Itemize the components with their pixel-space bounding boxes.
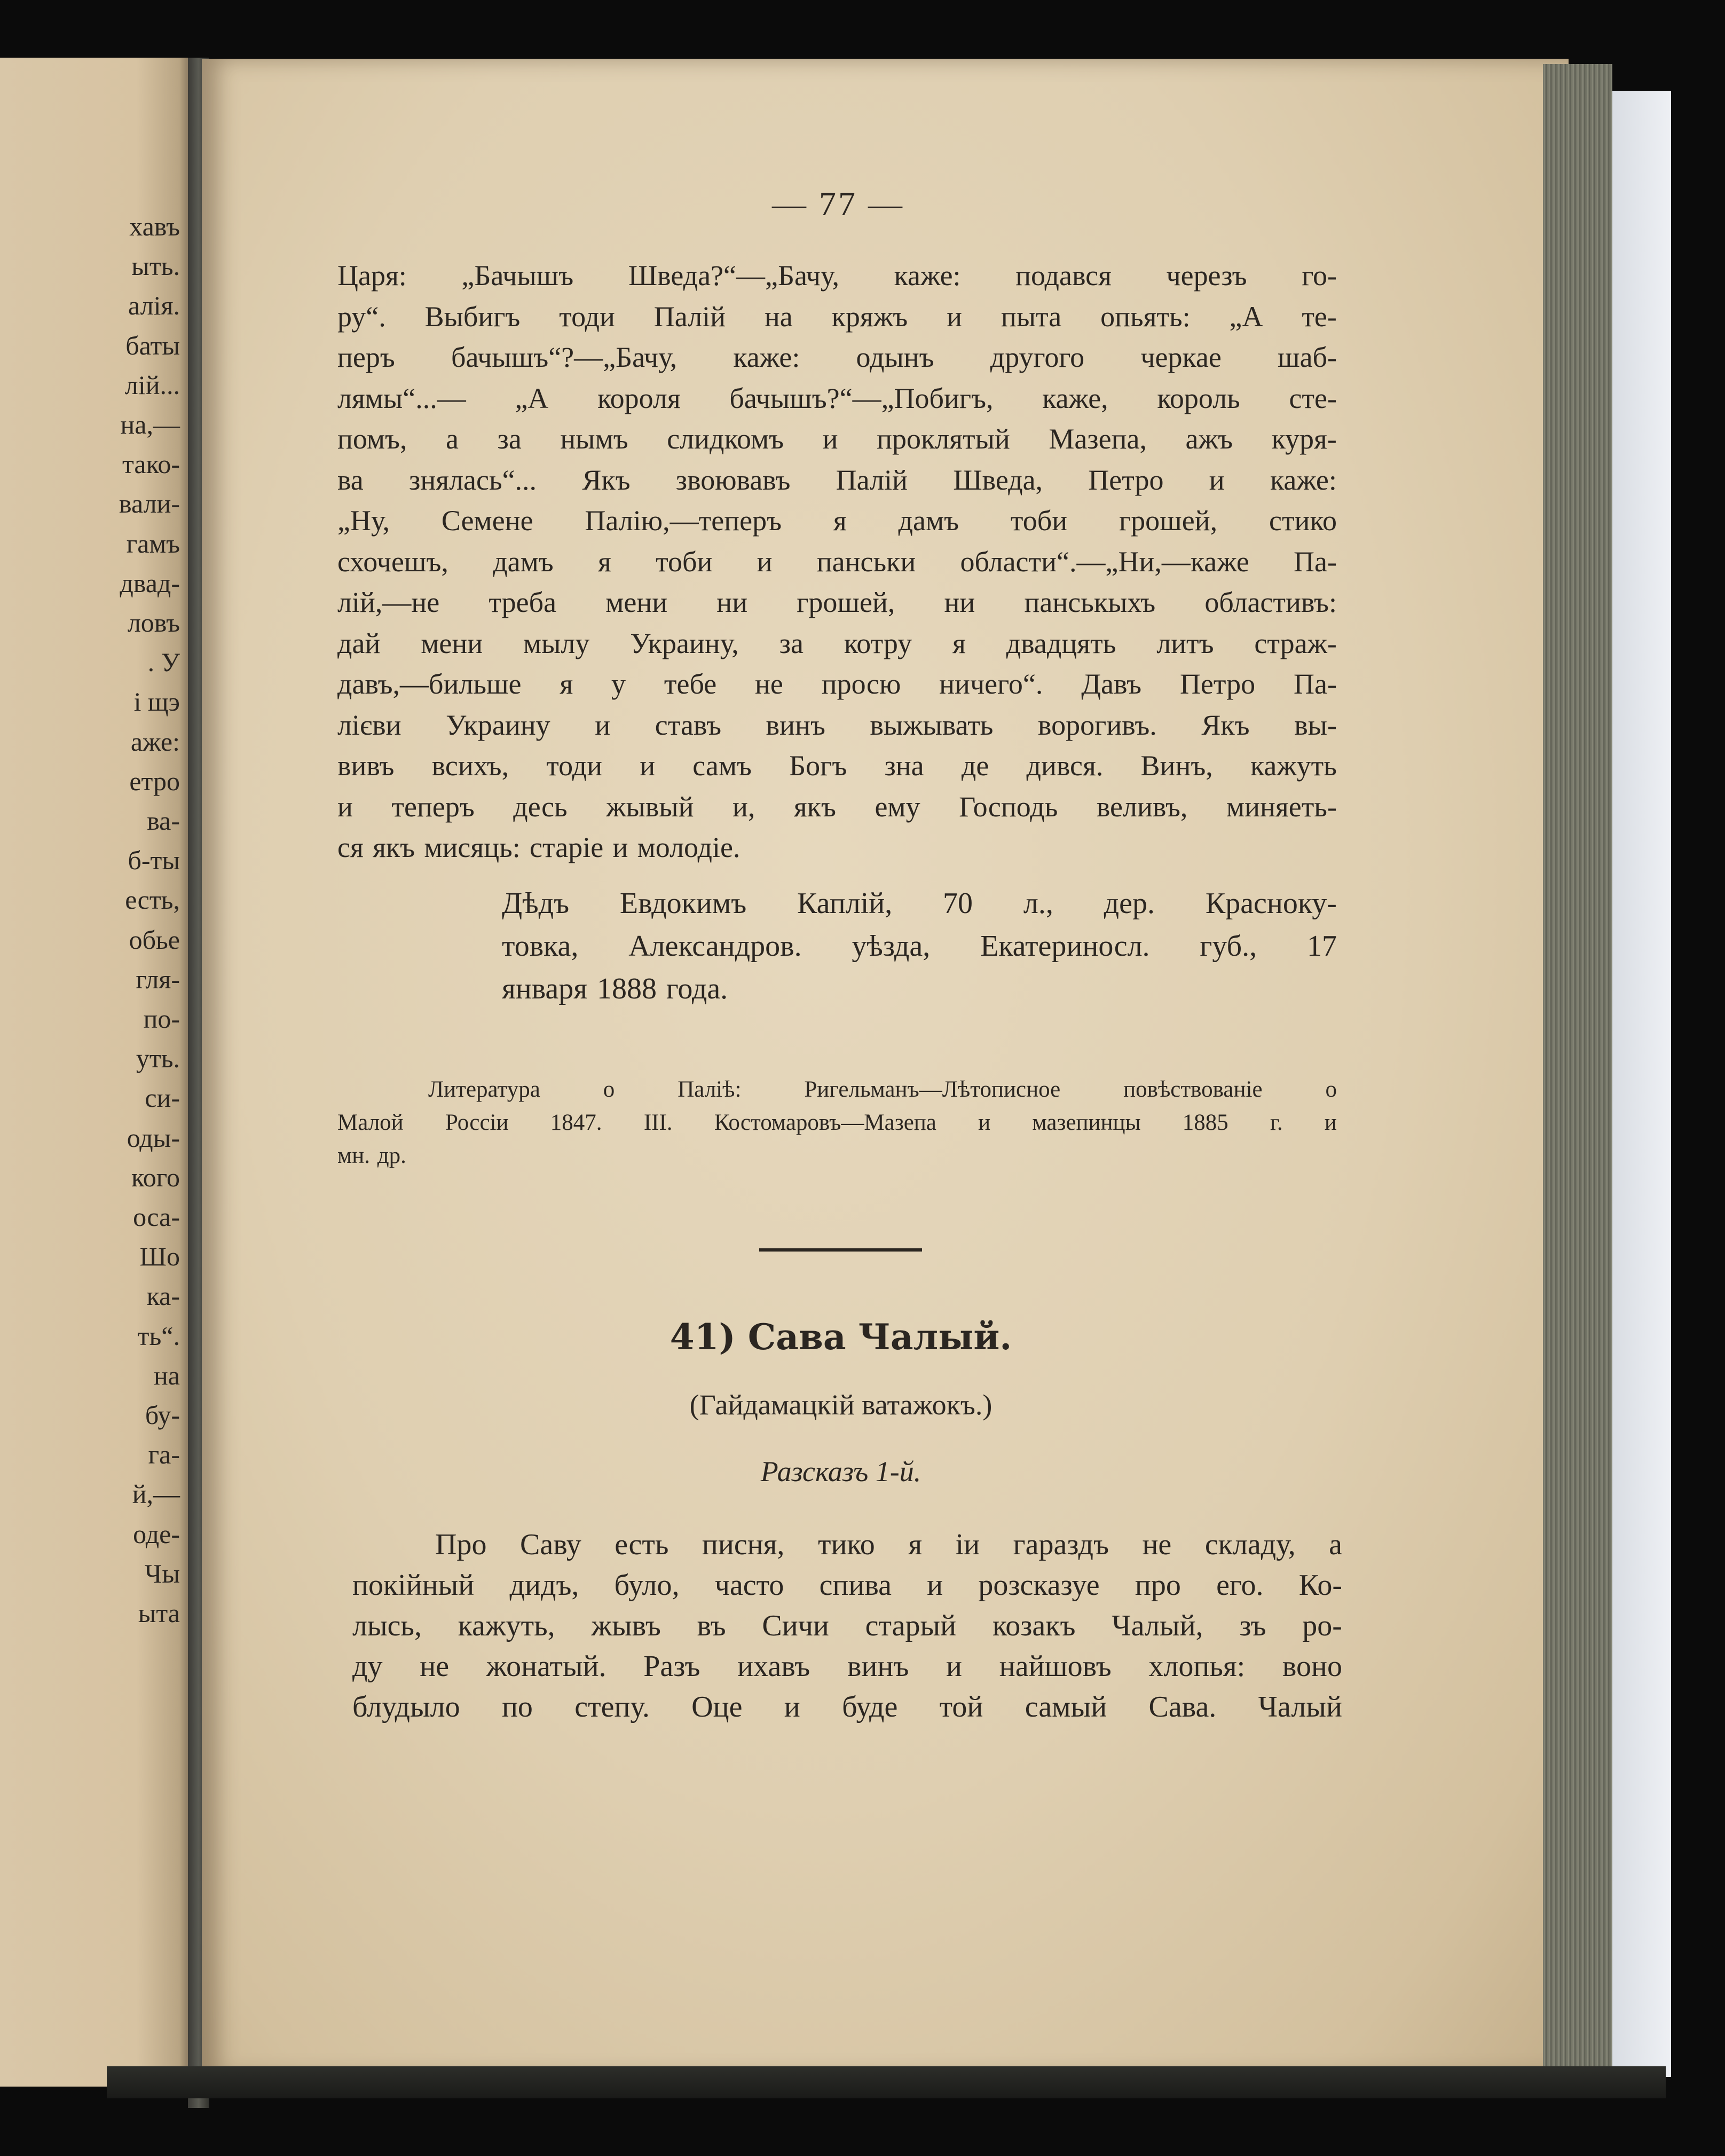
text-line: дай мени мылу Украину, за котру я двадцять литъ страж- bbox=[337, 627, 1337, 659]
section-divider bbox=[759, 1248, 922, 1252]
literature-note bbox=[337, 1073, 1337, 1173]
previous-page-fragment: уть. bbox=[136, 1043, 180, 1074]
text-line: вивъ всихъ, тоди и самъ Богъ зна де дився. Винъ, кажуть bbox=[337, 750, 1337, 782]
previous-page-fragment: бу- bbox=[145, 1400, 180, 1430]
previous-page-fragment: есть, bbox=[125, 885, 180, 915]
previous-page-fragment: етро bbox=[129, 766, 180, 796]
previous-page-fragment: обье bbox=[129, 924, 180, 955]
text-line: ру“. Выбигъ тоди Палій на кряжъ и пыта опьять: „А те- bbox=[337, 300, 1337, 333]
text-line: января 1888 года. bbox=[502, 972, 728, 1005]
previous-page-fragment: кого bbox=[131, 1162, 180, 1192]
text-line: лієви Украину и ставъ винъ выжывать ворогивъ. Якъ вы- bbox=[337, 709, 1337, 741]
text-line: ва знялась“... Якъ звоювавъ Палій Шведа, Петро и каже: bbox=[337, 463, 1337, 496]
page-stack-edge bbox=[1543, 64, 1612, 2082]
previous-page-fragment: гамъ bbox=[126, 528, 180, 558]
previous-page-fragment: й,— bbox=[132, 1479, 180, 1509]
section-subtitle: (Гайдамацкій ватажокъ.) bbox=[689, 1389, 993, 1421]
previous-page-fragment: гля- bbox=[136, 964, 180, 994]
previous-page-fragment: ловъ bbox=[127, 608, 180, 638]
narrator-attribution bbox=[502, 882, 1337, 1010]
previous-page-fragment: оса- bbox=[133, 1202, 180, 1232]
text-line: и теперъ десь жывый и, якъ ему Господь веливъ, миняеть- bbox=[337, 790, 1337, 823]
previous-page-fragment: оды- bbox=[127, 1122, 180, 1153]
previous-page-fragment: ть“. bbox=[137, 1320, 180, 1351]
section-title: 41) Сава Чалый. bbox=[669, 1316, 1012, 1358]
text-line: ду не жонатый. Разъ ихавъ винъ и найшовъ хлопья: воно bbox=[352, 1650, 1342, 1683]
previous-page-fragment: лій... bbox=[124, 369, 180, 400]
previous-page-fragment: си- bbox=[145, 1083, 180, 1113]
previous-page-fragment: на,— bbox=[120, 410, 180, 439]
previous-page-fragment: ка- bbox=[146, 1281, 180, 1311]
page-number: — 77 — bbox=[772, 185, 904, 223]
story-heading: Разсказъ 1-й. bbox=[760, 1455, 921, 1488]
previous-page-fragment: хавъ bbox=[129, 211, 180, 241]
main-paragraph bbox=[337, 255, 1337, 868]
previous-page-fragment: га- bbox=[148, 1439, 180, 1470]
text-line: блудыло по степу. Оце и буде той самый Сава. Чалый bbox=[352, 1690, 1342, 1724]
previous-page-fragment: алія. bbox=[128, 290, 180, 321]
previous-page-fragment: двад- bbox=[120, 568, 180, 598]
previous-page-fragment: Чы bbox=[144, 1558, 180, 1588]
text-line: товка, Александров. уѣзда, Екатериносл. губ., 17 bbox=[502, 930, 1337, 963]
previous-page-fragment: вали- bbox=[119, 489, 180, 519]
scanner-edge-strip bbox=[1612, 91, 1671, 2077]
text-line: перъ бачышъ“?—„Бачу, каже: одынъ другого черкае шаб- bbox=[337, 341, 1337, 373]
previous-page-fragment: на bbox=[154, 1360, 180, 1390]
text-line: Дѣдъ Евдокимъ Каплій, 70 л., дер. Красноку- bbox=[502, 887, 1337, 920]
text-line: ся якъ мисяць: старіе и молодіе. bbox=[337, 831, 741, 863]
text-line: „Ну, Семене Палію,—теперъ я дамъ тоби грошей, стико bbox=[337, 505, 1337, 537]
text-line: Про Саву есть писня, тико я іи гараздъ не складу, а bbox=[435, 1528, 1342, 1561]
previous-page-fragment: ыть. bbox=[131, 251, 180, 281]
previous-page-fragment: . У bbox=[147, 647, 180, 678]
text-line: схочешъ, дамъ я тоби и панськи области“.—„Ни,—каже Па- bbox=[337, 545, 1337, 578]
text-line: Царя: „Бачышъ Шведа?“—„Бачу, каже: подався черезъ го- bbox=[337, 259, 1337, 292]
text-line: Малой Россіи 1847. III. Костомаровъ—Мазепа и мазепинцы 1885 г. и bbox=[337, 1110, 1337, 1135]
story-paragraph bbox=[352, 1524, 1342, 1727]
previous-page-fragment: по- bbox=[143, 1004, 180, 1034]
text-line: помъ, а за нымъ слидкомъ и проклятый Мазепа, ажъ куря- bbox=[337, 423, 1337, 455]
previous-page-fragment: тако- bbox=[122, 449, 180, 479]
previous-page-fragment: ыта bbox=[138, 1598, 180, 1628]
previous-page-fragment: ва- bbox=[147, 806, 180, 836]
book-cover-bottom bbox=[107, 2066, 1666, 2098]
previous-page-fragment: Шо bbox=[139, 1241, 180, 1272]
previous-page-fragment: аже: bbox=[130, 726, 180, 757]
text-line: лысь, кажуть, жывъ въ Сичи старый козакъ Чалый, зъ ро- bbox=[352, 1609, 1342, 1642]
text-line: лямы“...— „А короля бачышъ?“—„Побигъ, каже, король сте- bbox=[337, 382, 1337, 414]
previous-page-fragment: б-ты bbox=[128, 845, 180, 876]
previous-page-fragment: і щэ bbox=[133, 687, 180, 717]
previous-page-edge bbox=[0, 58, 195, 2087]
text-line: давъ,—бильше я у тебе не просю ничего“. Давъ Петро Па- bbox=[337, 668, 1337, 700]
text-line: лій,—не треба мени ни грошей, ни панськыхъ областивъ: bbox=[337, 586, 1337, 618]
previous-page-fragment: оде- bbox=[133, 1518, 180, 1549]
text-line: покійный дидъ, було, часто спива и розсказуе про его. Ко- bbox=[352, 1569, 1342, 1602]
text-line: мн. др. bbox=[337, 1143, 406, 1168]
previous-page-fragment: баты bbox=[125, 330, 180, 360]
text-line: Литература о Паліѣ: Ригельманъ—Лѣтописное повѣствованіе о bbox=[428, 1077, 1337, 1102]
